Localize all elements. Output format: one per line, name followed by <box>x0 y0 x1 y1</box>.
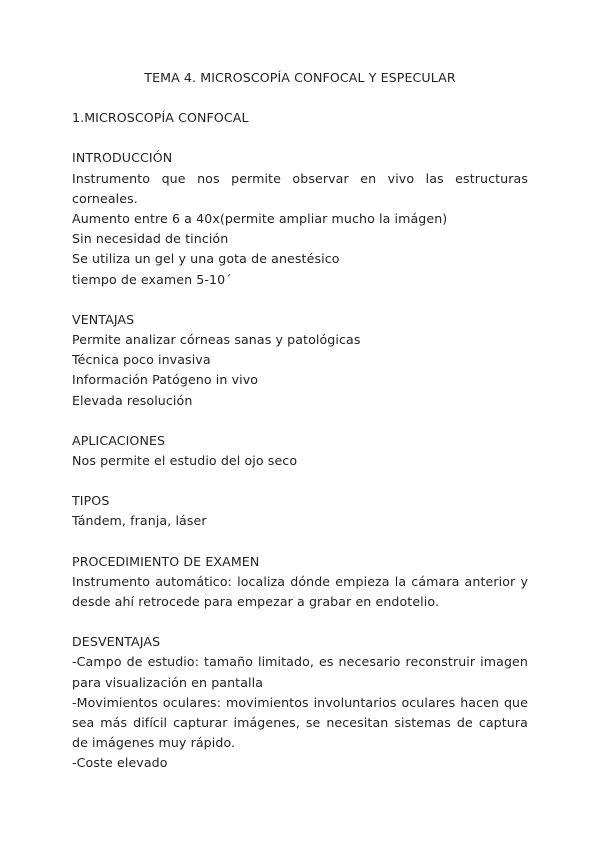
section-introduccion <box>72 148 528 289</box>
paragraph-line: Instrumento que nos permite observar en vivo las estructuras corneales. <box>72 170 528 206</box>
section-aplicaciones <box>72 431 528 471</box>
section-tipos <box>72 491 528 531</box>
section-heading-main: 1.MICROSCOPÍA CONFOCAL <box>72 110 249 126</box>
paragraph-line: Aumento entre 6 a 40x(permite ampliar mucho la imágen) <box>72 211 448 227</box>
section-heading: PROCEDIMIENTO DE EXAMEN <box>72 553 260 569</box>
section-desventajas <box>72 632 528 773</box>
paragraph-line: Información Patógeno in vivo <box>72 372 259 388</box>
paragraph-line: Elevada resolución <box>72 392 193 408</box>
paragraph-line: Técnica poco invasiva <box>72 352 211 368</box>
section-heading: INTRODUCCIÓN <box>72 150 173 166</box>
paragraph-line: Se utiliza un gel y una gota de anestésico <box>72 251 340 267</box>
paragraph-line: -Campo de estudio: tamaño limitado, es necesario reconstruir imagen para visualización en pantalla <box>72 654 528 690</box>
section-heading: DESVENTAJAS <box>72 634 161 650</box>
paragraph-line: -Coste elevado <box>72 755 168 771</box>
paragraph-line: tiempo de examen 5-10´ <box>72 271 232 287</box>
paragraph-line: Tándem, franja, láser <box>72 513 207 529</box>
paragraph-line: -Movimientos oculares: movimientos involuntarios oculares hacen que sea más difícil capturar imágenes, se necesitan sistemas de captura de imágenes muy rápido. <box>72 694 528 751</box>
document-title: TEMA 4. MICROSCOPÍA CONFOCAL Y ESPECULAR <box>144 70 456 85</box>
paragraph-line: Nos permite el estudio del ojo seco <box>72 453 298 469</box>
paragraph-line: Instrumento automático: localiza dónde empieza la cámara anterior y desde ahí retrocede para empezar a grabar en endotelio. <box>72 573 528 610</box>
paragraph-line: Permite analizar córneas sanas y patológicas <box>72 332 361 348</box>
section-ventajas <box>72 310 528 411</box>
paragraph-line: Sin necesidad de tinción <box>72 231 229 247</box>
section-procedimiento <box>72 552 528 613</box>
section-heading: APLICACIONES <box>72 432 166 448</box>
section-heading: VENTAJAS <box>72 311 135 327</box>
section-heading: TIPOS <box>72 493 110 509</box>
